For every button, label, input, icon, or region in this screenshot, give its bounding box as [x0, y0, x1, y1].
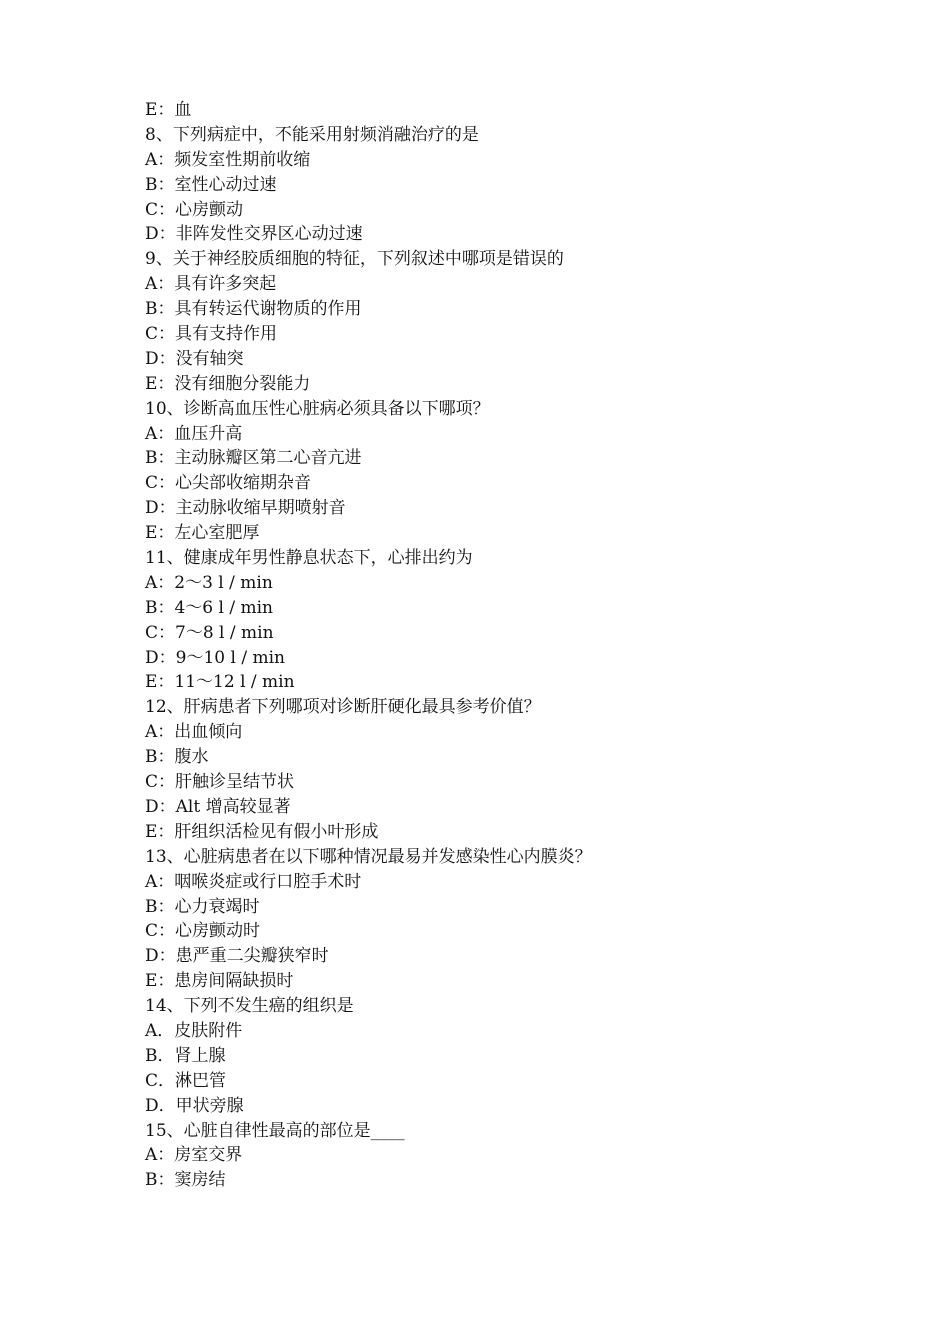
answer-option: E：左心室肥厚 — [145, 523, 260, 544]
answer-option: A：血压升高 — [145, 423, 243, 444]
text-line: E：血 — [145, 100, 192, 120]
answer-option: E：肝组织活检见有假小叶形成 — [145, 821, 379, 842]
question-stem: 14、下列不发生癌的组织是 — [145, 996, 354, 1017]
answer-option: D：患严重二尖瓣狭窄时 — [145, 946, 329, 967]
answer-option: A：频发室性期前收缩 — [145, 149, 311, 170]
question-text-block — [145, 98, 845, 1193]
answer-option: B：心力衰竭时 — [145, 896, 260, 917]
answer-option: A：咽喉炎症或行口腔手术时 — [145, 871, 362, 892]
question-stem: 11、健康成年男性静息状态下，心排出约为 — [145, 548, 473, 569]
answer-option: B：具有转运代谢物质的作用 — [145, 299, 362, 320]
answer-option: D：9～10 l / min — [145, 647, 285, 668]
answer-option: C：心房颤动时 — [145, 921, 261, 942]
answer-option: A．皮肤附件 — [145, 1020, 243, 1041]
question-stem: 9、关于神经胶质细胞的特征，下列叙述中哪项是错误的 — [145, 249, 564, 270]
answer-option: C：肝触诊呈结节状 — [145, 772, 295, 793]
answer-option: B：室性心动过速 — [145, 174, 277, 195]
question-stem: 15、心脏自律性最高的部位是____ — [145, 1120, 405, 1141]
question-stem: 10、诊断高血压性心脏病必须具备以下哪项？ — [145, 398, 490, 419]
answer-option: A：房室交界 — [145, 1145, 243, 1166]
answer-option: C：心房颤动 — [145, 199, 244, 220]
answer-option: B．肾上腺 — [145, 1045, 226, 1066]
question-stem: 13、心脏病患者在以下哪种情况最易并发感染性心内膜炎？ — [145, 846, 592, 867]
answer-option: A：2～3 l / min — [145, 572, 273, 593]
answer-option: B：腹水 — [145, 747, 209, 768]
answer-option: B：4～6 l / min — [145, 597, 274, 618]
answer-option: C．淋巴管 — [145, 1070, 227, 1091]
answer-option: E：没有细胞分裂能力 — [145, 373, 311, 394]
question-stem: 8、下列病症中，不能采用射频消融治疗的是 — [145, 124, 479, 145]
answer-option: C：具有支持作用 — [145, 324, 278, 345]
answer-option: B：主动脉瓣区第二心音亢进 — [145, 448, 362, 469]
answer-option: D．甲状旁腺 — [145, 1095, 244, 1116]
answer-option: D：没有轴突 — [145, 348, 244, 369]
answer-option: D：Alt 增高较显著 — [145, 796, 291, 817]
question-stem: 12、肝病患者下列哪项对诊断肝硬化最具参考价值？ — [145, 697, 541, 718]
answer-option: B：窦房结 — [145, 1170, 226, 1191]
answer-option: A：出血倾向 — [145, 722, 243, 743]
answer-option: A：具有许多突起 — [145, 274, 277, 295]
answer-option: C：心尖部收缩期杂音 — [145, 473, 312, 494]
answer-option: D：非阵发性交界区心动过速 — [145, 224, 363, 245]
answer-option: E：患房间隔缺损时 — [145, 971, 294, 992]
answer-option: D：主动脉收缩早期喷射音 — [145, 498, 346, 519]
answer-option: E：11～12 l / min — [145, 672, 295, 693]
answer-option: C：7～8 l / min — [145, 622, 274, 643]
